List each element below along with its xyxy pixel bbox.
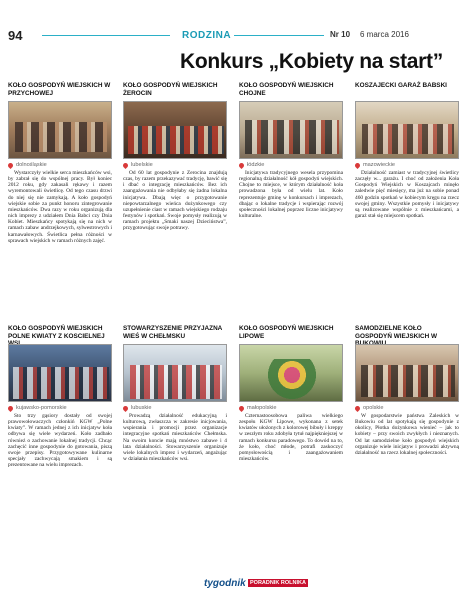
- article-title: KOŁO GOSPODYŃ WIEJSKICH W PRZYCHOWEJ: [8, 82, 111, 97]
- location-pin-icon: [7, 404, 14, 411]
- article-column: [239, 82, 343, 355]
- article-body: Od 60 lat gospodynie z Żerocina znajdują czas, by razem przekazywać tradycję, bawić się i dbać o integrację mieszkańców. Bez ich zaangażowania nie odbyłaby się żadna lokalna inicjatywa. Dbają więc o przygotowanie niepowtarzalnego wieńca dożynkowego czy uzupełnienie ciast w ramach wiejskiego rodzaju festynów i spotkań. Swoje pomysły realizują w ramach projektu „Smaki naszej Dzieciństwa”, przygotowując swoje potrawy.: [123, 170, 227, 232]
- article-title: SAMODZIELNE KOŁO GOSPODYŃ WIEJSKICH W: [355, 325, 438, 340]
- location-pin-icon: [122, 161, 129, 168]
- article-body: Prowadzą działalność edukacyjną i kulturową, zwłaszcza w zakresie inicjowania, wspierania i promocji przez organizacje integracyjne spotkań mieszkańców Chełmska. Na swoim koncie mają mnóstwo zabawe i 4 lata działalności. Stowarzyszenie organizuje wiele lokalnych imprez i wydarzeń, angażując w działania mieszkańców wsi.: [123, 413, 227, 463]
- section-name: RODZINA: [182, 30, 232, 41]
- header-rule-right: [234, 35, 324, 36]
- article-column: [123, 82, 227, 355]
- footer-badge: PORADNIK ROLNIKA: [250, 580, 306, 586]
- page-number: 94: [8, 28, 23, 43]
- page-header: [8, 30, 464, 44]
- article-column: [239, 325, 343, 595]
- article-body: W gospodarstwie państwa Zaleskich w Bukowiu od lat spotykają się gospodynie z okolicy, Płotka dożynkowa wienieć – jak to kobiety – przy swoich zwykłych i nieznanych. Od lat samodzielne koło gospodyń wiejskich organizuje wiele inicjatyw i prowadzi aktywną działalność na rzecz lokalnej społeczności.: [355, 413, 459, 456]
- location-label: mazowieckie: [363, 162, 396, 168]
- article-photo: [239, 101, 343, 159]
- location-tag: [8, 404, 112, 412]
- article-body: Sto trzy gąsiory dostały od swojej prawowołowaczych członkiń KGW „Polne kwiaty”. W ramach jednej z ich inicjatyw koła odbywa się wiele wydarzeń. Koło zadbało również o zachowanie lokalnej tradycji. Chcąc zachęcić inne gospodynie do gotowania, piszą swoje przepisy. Przygotowywane kulinarne specjały zachwycają smakiem i są prezentowane na wielu imprezach.: [8, 413, 112, 469]
- location-pin-icon: [238, 404, 245, 411]
- article-photo: [8, 344, 112, 402]
- article-column: [8, 325, 112, 595]
- location-tag: [355, 161, 459, 169]
- issue-date: 6 marca 2016: [360, 30, 409, 39]
- article-column: [8, 82, 112, 355]
- location-label: łódzkie: [247, 162, 265, 168]
- article-body: Wystarczyły wielkie serca mieszkańców wsi, by zabrał się do wspólnej pracy. Był koniec 2012 roku, gdy zakasali rękawy i razem wyremontowali świetlicę. Od tego czasu drzwi do niej się nie zamykają. A koło gospodyń wiejskie sobie za punkt honoru zintegrowanie mieszkańców. Dwa razy w roku organizują dla nich imprezy z udziałem Dnia Babci czy Dnia Kobiet. Mieszkańcy spotykają się na nich w ramach zabaw andrzejkowych, sylwestrowych i karnawałowych. Świetlica pełna różności w sprawach wiejskich w ramach różnych zajęć.: [8, 170, 112, 244]
- location-tag: [355, 404, 459, 412]
- article-title: KOŁO GOSPODYŃ WIEJSKICH POLNE KWIATY Z KOSCIELNEJ: [8, 325, 105, 340]
- location-tag: [123, 161, 227, 169]
- location-tag: [123, 404, 227, 412]
- location-label: opolskie: [363, 405, 384, 411]
- location-pin-icon: [354, 404, 361, 411]
- location-pin-icon: [122, 404, 129, 411]
- location-pin-icon: [7, 161, 14, 168]
- article-body: Inicjatywa tradycyjnego wesela przypomina regionalną działalność kół gospodyń wiejskich. Chojne to miejsce, w którym działalność koła prowadzona była od wielu lat. Koło reprezentuje gminę w konkursach i imprezach, dbając o lokalne tradycje i wspierając rozwój społeczności lokalnej poprzez liczne inicjatywy kulturalne.: [239, 170, 343, 220]
- article-photo: [355, 101, 459, 159]
- article-column: [355, 325, 459, 595]
- issue-number: Nr 10: [330, 30, 351, 39]
- location-label: lubuskie: [131, 405, 152, 411]
- header-rule-left: [42, 35, 170, 36]
- article-title: KOŁO GOSPODYŃ WIEJSKICH LIPOWE: [239, 325, 334, 340]
- article-column: [123, 325, 227, 595]
- article-title: KOSZAJECKI GARAŻ BABSKI: [355, 82, 447, 89]
- location-tag: [239, 161, 343, 169]
- article-photo: [123, 344, 227, 402]
- article-photo: [123, 101, 227, 159]
- article-column: [355, 82, 459, 355]
- article-body: Działalność zamiast w tradycyjnej świetlicy zaczęły w... garażu. I choć od założenia Koła Gospodyń Wiejskich w Koszajcach minęło zaledwie pięć miesięcy, ma już na sobie ponad 460 godzin spotkań w kobiecym kręgu na rzecz swojej gminy. Wszystkie pomysły i inicjatywy są realizowane wspólnie z mieszkańcami, a garaż stał się miejscem spotkań.: [355, 170, 459, 220]
- article-title: KOŁO GOSPODYŃ WIEJSKICH ŻEROCIN: [123, 82, 218, 97]
- location-label: kujawsko-pomorskie: [16, 405, 67, 411]
- location-label: małopolskie: [247, 405, 277, 411]
- page-headline: Konkurs „Kobiety na start”: [180, 50, 443, 73]
- article-photo: [239, 344, 343, 402]
- location-pin-icon: [354, 161, 361, 168]
- article-photo: [8, 101, 112, 159]
- location-label: lubelskie: [131, 162, 153, 168]
- page-footer: [0, 578, 471, 596]
- article-title: KOŁO GOSPODYŃ WIEJSKICH CHOJNE: [239, 82, 334, 97]
- location-label: dolnośląskie: [16, 162, 47, 168]
- location-pin-icon: [238, 161, 245, 168]
- location-tag: [8, 161, 112, 169]
- article-photo: [355, 344, 459, 402]
- article-body: Czternastoosobowa paliwa wielkiego zespołu KGW Lipowe, wykonana z setek kwiatów ułożonych z kolorowej bibuły i kreppy w zeszłym roku zdobyła tytuł najpiękniejszej w ramach konkursu paradowego. To dowód na to, że koło, choć młode, potrafi zaskoczyć pomysłowością i zaangażowaniem mieszkańców.: [239, 413, 343, 463]
- location-tag: [239, 404, 343, 412]
- footer-logo: tygodnik: [204, 578, 246, 589]
- article-title: STOWARZYSZENIE PRZYJAZNA WIEŚ W CHEŁMSKU: [123, 325, 223, 340]
